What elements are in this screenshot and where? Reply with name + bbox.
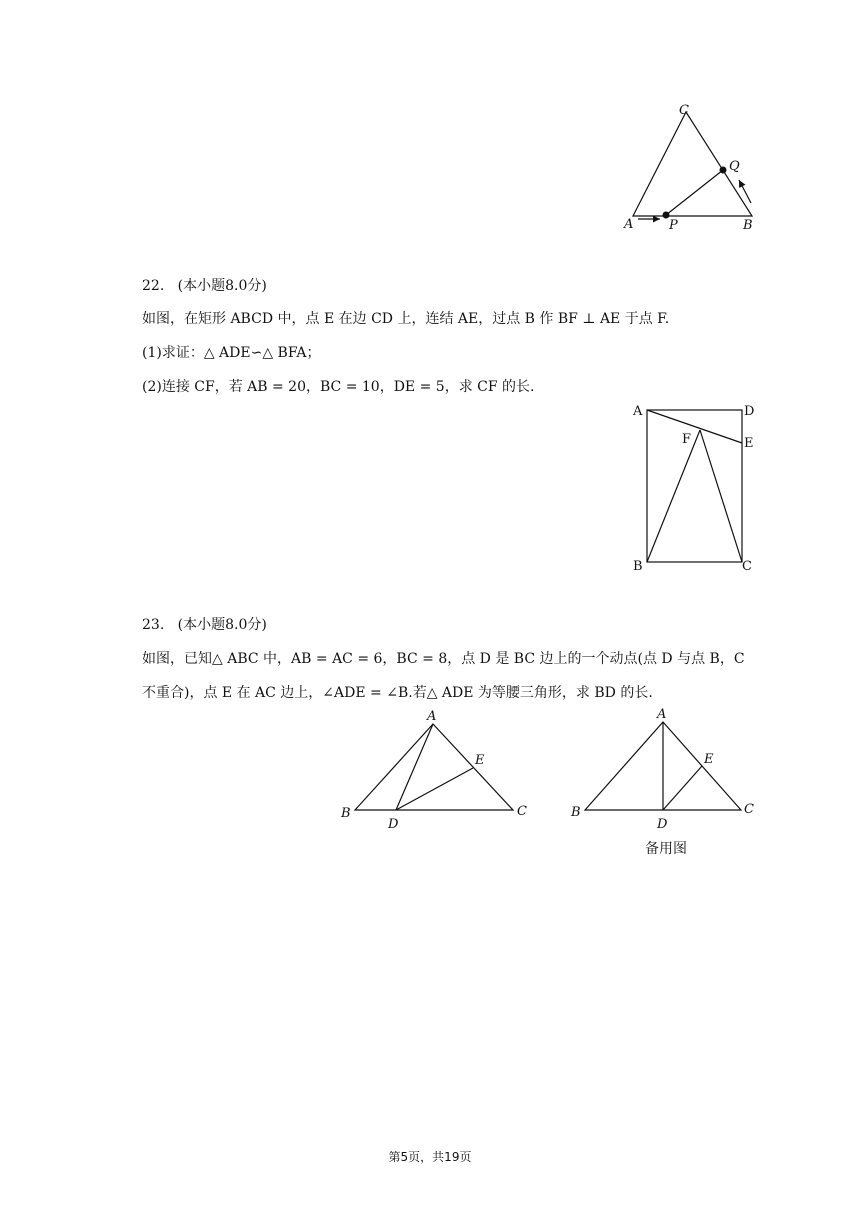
label-A: A bbox=[657, 707, 667, 722]
label-A: A bbox=[624, 217, 634, 232]
label-E: E bbox=[704, 752, 714, 767]
label-Q: Q bbox=[729, 159, 740, 174]
label-E: E bbox=[744, 436, 754, 451]
label-A: A bbox=[427, 709, 437, 724]
label-B: B bbox=[633, 559, 643, 574]
spare-caption: 备用图 bbox=[645, 841, 687, 857]
q23-line1: 如图，已知△ ABC 中，AB = AC = 6，BC = 8，点 D 是 BC 边上的一个动点(点 D 与点 B，C bbox=[142, 651, 745, 667]
q22-line1: 如图，在矩形 ABCD 中，点 E 在边 CD 上，连结 AE，过点 B 作 BF ⊥ AE 于点 F. bbox=[142, 311, 670, 327]
q23-line2: 不重合)，点 E 在 AC 边上，∠ADE = ∠B.若△ ADE 为等腰三角形，求 BD 的长. bbox=[142, 685, 653, 701]
figure-triangle-abc bbox=[335, 702, 535, 832]
label-D: D bbox=[388, 817, 399, 832]
q22-header bbox=[142, 276, 267, 296]
label-A: A bbox=[633, 404, 643, 419]
figure-triangle-pq bbox=[615, 98, 765, 238]
label-D: D bbox=[657, 817, 668, 832]
label-E: E bbox=[475, 753, 485, 768]
label-C: C bbox=[679, 103, 689, 118]
q22-points: (本小题8.0分) bbox=[177, 278, 267, 294]
label-P: P bbox=[669, 218, 678, 233]
figure-rectangle-abcd bbox=[625, 398, 760, 578]
label-B: B bbox=[571, 805, 581, 820]
q23-header bbox=[142, 615, 267, 635]
q22-line3: (2)连接 CF，若 AB = 20，BC = 10，DE = 5，求 CF 的长. bbox=[142, 379, 535, 395]
label-C: C bbox=[742, 559, 752, 574]
label-B: B bbox=[341, 806, 351, 821]
label-B: B bbox=[743, 218, 753, 233]
label-F: F bbox=[682, 432, 692, 447]
label-D: D bbox=[744, 404, 755, 419]
q22-line2: (1)求证：△ ADE∽△ BFA； bbox=[142, 345, 321, 361]
label-C: C bbox=[744, 802, 754, 817]
page-footer: 第5页，共19页 bbox=[388, 1150, 472, 1164]
q23-points: (本小题8.0分) bbox=[177, 617, 267, 633]
q22-number: 22. bbox=[142, 278, 165, 294]
q23-number: 23. bbox=[142, 617, 165, 633]
figure-spare-triangle bbox=[565, 702, 765, 862]
label-C: C bbox=[517, 804, 527, 819]
